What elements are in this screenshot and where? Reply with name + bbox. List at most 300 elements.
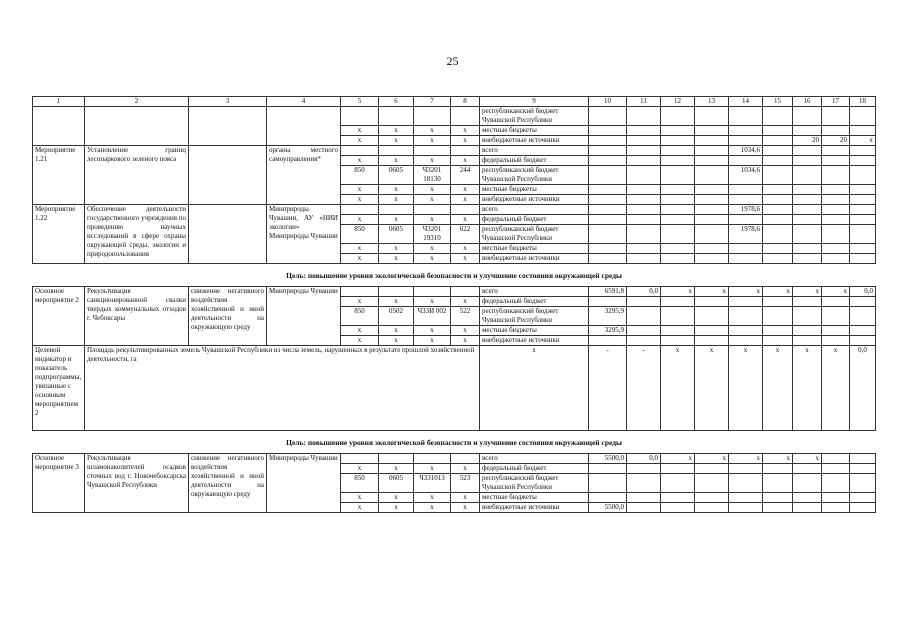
table-cell: [729, 503, 763, 513]
table-cell: [589, 474, 627, 493]
table-cell: [850, 126, 876, 136]
measure-goal: снижение негативного воздействия хозяйственной и иной деятельности на окружающую среду: [189, 454, 267, 513]
table-cell: [729, 307, 763, 326]
table-cell: х: [793, 346, 822, 431]
table-cell: [341, 205, 379, 215]
table-cell: [850, 454, 876, 464]
table-cell: [695, 493, 729, 503]
table-cell: [589, 185, 627, 195]
table-cell: [763, 185, 793, 195]
funding-source: внебюджетные источники: [480, 336, 589, 346]
table-cell: [822, 244, 850, 254]
table-cell: х: [695, 346, 729, 431]
table-cell: [627, 225, 661, 244]
table-cell: [729, 474, 763, 493]
table-cell: [763, 215, 793, 225]
funding-source: внебюджетные источники: [480, 254, 589, 264]
table-cell: х: [729, 287, 763, 297]
table-cell: [661, 464, 695, 474]
table-cell: [695, 503, 729, 513]
table-cell: 1978,6: [729, 205, 763, 215]
table-cell: [414, 454, 451, 464]
table-cell: х: [341, 244, 379, 254]
column-number: 3: [189, 97, 267, 107]
table-cell: х: [379, 185, 414, 195]
table-cell: [729, 215, 763, 225]
table-cell: [589, 254, 627, 264]
goal-row: [33, 431, 876, 454]
funding-source: местные бюджеты: [480, 493, 589, 503]
table-cell: [793, 503, 822, 513]
table-cell: [589, 244, 627, 254]
table-cell: [627, 185, 661, 195]
table-cell: х: [341, 126, 379, 136]
table-cell: [627, 326, 661, 336]
table-cell: [695, 146, 729, 156]
table-cell: [589, 205, 627, 215]
table-cell: [661, 336, 695, 346]
table-cell: 0,0: [850, 346, 876, 431]
table-cell: 0605: [379, 474, 414, 493]
table-cell: [379, 205, 414, 215]
table-cell: [729, 107, 763, 126]
table-cell: [793, 474, 822, 493]
table-row: [33, 107, 876, 126]
table-cell: [729, 297, 763, 307]
indicator-row: [33, 346, 876, 431]
table-cell: [763, 225, 793, 244]
table-cell: х: [414, 254, 451, 264]
table-cell: [822, 107, 850, 126]
table-cell: [589, 107, 627, 126]
funding-source: республиканский бюджет Чувашской Республики: [480, 107, 589, 126]
table-cell: [729, 254, 763, 264]
table-cell: х: [341, 254, 379, 264]
table-cell: х: [661, 346, 695, 431]
table-cell: [793, 126, 822, 136]
table-cell: х: [341, 195, 379, 205]
table-cell: 5500,0: [589, 454, 627, 464]
table-cell: [414, 146, 451, 156]
table-cell: [763, 156, 793, 166]
measure-description: Рекультивация санкционированной свалки твердых коммунальных отходов г. Чебоксары: [85, 287, 189, 346]
table-cell: 0605: [379, 166, 414, 185]
table-cell: [763, 146, 793, 156]
funding-source: всего: [480, 454, 589, 464]
table-cell: 244: [451, 166, 480, 185]
table-cell: [661, 195, 695, 205]
table-cell: [661, 166, 695, 185]
table-cell: [822, 215, 850, 225]
table-cell: [695, 185, 729, 195]
table-cell: [763, 136, 793, 146]
table-cell: [589, 464, 627, 474]
funding-source: внебюджетные источники: [480, 195, 589, 205]
goal-heading: Цель: повышение уровня экологической безопасности и улучшение состояния окружающей среды: [33, 431, 876, 454]
table-cell: [451, 454, 480, 464]
column-number: 12: [661, 97, 695, 107]
measure-name: [33, 107, 85, 146]
table-cell: Ч331013: [414, 474, 451, 493]
table-cell: [589, 195, 627, 205]
table-cell: х: [341, 493, 379, 503]
funding-source: республиканский бюджет Чувашской Республики: [480, 225, 589, 244]
table-cell: [695, 225, 729, 244]
table-cell: 6591,8: [589, 287, 627, 297]
table-cell: [850, 205, 876, 215]
table-cell: [822, 254, 850, 264]
table-cell: [763, 244, 793, 254]
table-cell: [763, 474, 793, 493]
table-cell: [850, 166, 876, 185]
table-cell: 523: [451, 474, 480, 493]
table-cell: [793, 185, 822, 195]
table-cell: [822, 454, 850, 464]
responsible-executor: Минприроды Чувашии: [267, 287, 341, 346]
table-cell: [850, 474, 876, 493]
table-cell: [793, 336, 822, 346]
table-cell: х: [341, 185, 379, 195]
table-cell: [341, 287, 379, 297]
funding-source: внебюджетные источники: [480, 503, 589, 513]
table-cell: [822, 297, 850, 307]
column-number: 15: [763, 97, 793, 107]
table-cell: [850, 146, 876, 156]
table-cell: [729, 464, 763, 474]
table-cell: х: [341, 326, 379, 336]
table-cell: х: [341, 156, 379, 166]
table-cell: х: [414, 297, 451, 307]
table-row: [33, 287, 876, 297]
table-cell: х: [379, 464, 414, 474]
table-cell: [589, 166, 627, 185]
table-cell: х: [414, 336, 451, 346]
table-cell: х: [414, 244, 451, 254]
funding-source: всего: [480, 205, 589, 215]
table-cell: [341, 454, 379, 464]
indicator-text: Площадь рекультивированных земель Чувашской Республики из числа земель, нарушенных в результате прошлой хозяйственной деятельности, га: [85, 346, 480, 431]
table-cell: х: [379, 195, 414, 205]
funding-source: местные бюджеты: [480, 244, 589, 254]
table-cell: 0605: [379, 225, 414, 244]
table-cell: [793, 215, 822, 225]
table-cell: [627, 195, 661, 205]
table-cell: [763, 126, 793, 136]
table-cell: х: [451, 297, 480, 307]
table-cell: х: [763, 346, 793, 431]
table-cell: х: [379, 336, 414, 346]
table-cell: [729, 156, 763, 166]
table-cell: [729, 326, 763, 336]
column-number: 7: [414, 97, 451, 107]
table-cell: [850, 156, 876, 166]
table-cell: [763, 254, 793, 264]
table-cell: х: [695, 454, 729, 464]
table-cell: х: [379, 503, 414, 513]
table-cell: [850, 107, 876, 126]
table-cell: х: [695, 287, 729, 297]
table-cell: [451, 107, 480, 126]
table-cell: х: [451, 126, 480, 136]
table-cell: 522: [451, 307, 480, 326]
indicator-name: Целевой индикатор и показатель подпрограммы, увязанные с основным мероприятием 2: [33, 346, 85, 431]
table-cell: х: [451, 493, 480, 503]
table-cell: х: [341, 297, 379, 307]
funding-source: внебюджетные источники: [480, 136, 589, 146]
table-cell: [793, 195, 822, 205]
table-cell: [661, 244, 695, 254]
table-cell: [763, 107, 793, 126]
column-number: 9: [480, 97, 589, 107]
table-cell: -: [627, 346, 661, 431]
table-cell: [589, 126, 627, 136]
table-cell: 850: [341, 474, 379, 493]
table-cell: х: [414, 185, 451, 195]
table-cell: [627, 166, 661, 185]
responsible-executor: органы местного самоуправления*: [267, 146, 341, 205]
table-cell: [850, 493, 876, 503]
table-cell: [661, 503, 695, 513]
table-cell: х: [763, 287, 793, 297]
table-cell: [451, 205, 480, 215]
table-cell: [729, 336, 763, 346]
table-cell: [589, 297, 627, 307]
table-cell: [793, 205, 822, 215]
program-table: [32, 96, 876, 513]
table-cell: 20: [822, 136, 850, 146]
table-cell: [341, 146, 379, 156]
measure-description: Установление границ лесопаркового зеленого пояса: [85, 146, 189, 205]
funding-source: федеральный бюджет: [480, 464, 589, 474]
table-cell: х: [763, 454, 793, 464]
table-cell: [379, 287, 414, 297]
funding-source: местные бюджеты: [480, 185, 589, 195]
table-cell: [661, 205, 695, 215]
table-cell: [627, 474, 661, 493]
funding-source: всего: [480, 146, 589, 156]
table-cell: [822, 185, 850, 195]
table-cell: [695, 107, 729, 126]
table-cell: х: [379, 244, 414, 254]
table-cell: х: [379, 215, 414, 225]
table-cell: [793, 166, 822, 185]
table-cell: [850, 225, 876, 244]
table-cell: х: [414, 493, 451, 503]
table-cell: [661, 254, 695, 264]
table-cell: [822, 195, 850, 205]
table-cell: 850: [341, 307, 379, 326]
table-cell: [695, 215, 729, 225]
table-cell: 850: [341, 166, 379, 185]
table-cell: [379, 107, 414, 126]
table-cell: х: [341, 136, 379, 146]
goal-row: [33, 264, 876, 287]
table-cell: х: [414, 136, 451, 146]
table-cell: [822, 464, 850, 474]
table-cell: [661, 107, 695, 126]
measure-name: Основное мероприятие 3: [33, 454, 85, 513]
table-cell: х: [451, 244, 480, 254]
column-number: 4: [267, 97, 341, 107]
table-cell: [627, 126, 661, 136]
table-cell: [627, 254, 661, 264]
responsible-executor: [267, 107, 341, 146]
table-cell: [822, 503, 850, 513]
table-cell: [729, 493, 763, 503]
column-number: 11: [627, 97, 661, 107]
table-cell: [627, 136, 661, 146]
table-cell: х: [379, 136, 414, 146]
table-cell: [695, 464, 729, 474]
table-cell: [695, 166, 729, 185]
table-cell: [627, 107, 661, 126]
table-cell: [627, 493, 661, 503]
funding-source: федеральный бюджет: [480, 215, 589, 225]
table-cell: [661, 474, 695, 493]
table-cell: [763, 326, 793, 336]
measure-description: [85, 107, 189, 146]
table-cell: [850, 185, 876, 195]
table-cell: [661, 297, 695, 307]
page-number: 25: [446, 54, 459, 68]
table-cell: Ч33И 002: [414, 307, 451, 326]
table-row: [33, 205, 876, 215]
column-number: 13: [695, 97, 729, 107]
measure-goal: [189, 107, 267, 146]
table-cell: х: [379, 126, 414, 136]
table-cell: [793, 146, 822, 156]
table-cell: [589, 493, 627, 503]
table-cell: [850, 336, 876, 346]
table-cell: х: [341, 215, 379, 225]
table-cell: [822, 166, 850, 185]
table-cell: [695, 474, 729, 493]
table-cell: х: [661, 287, 695, 297]
table-cell: х: [729, 346, 763, 431]
table-cell: [589, 215, 627, 225]
table-cell: [850, 215, 876, 225]
table-cell: х: [379, 326, 414, 336]
table-row: [33, 146, 876, 156]
funding-source: республиканский бюджет Чувашской Республики: [480, 166, 589, 185]
table-cell: 0502: [379, 307, 414, 326]
table-cell: [627, 205, 661, 215]
table-cell: [414, 287, 451, 297]
column-number: 17: [822, 97, 850, 107]
column-number: 1: [33, 97, 85, 107]
table-cell: [763, 493, 793, 503]
table-cell: [850, 326, 876, 336]
measure-name: Основное мероприятие 2: [33, 287, 85, 346]
table-cell: [763, 205, 793, 215]
column-number: 8: [451, 97, 480, 107]
table-cell: х: [414, 126, 451, 136]
column-number: 5: [341, 97, 379, 107]
table-cell: [729, 244, 763, 254]
table-cell: [627, 336, 661, 346]
table-cell: [661, 225, 695, 244]
column-number: 14: [729, 97, 763, 107]
table-cell: х: [379, 156, 414, 166]
table-cell: [793, 244, 822, 254]
table-cell: х: [379, 493, 414, 503]
table-cell: [793, 326, 822, 336]
table-cell: [822, 493, 850, 503]
table-cell: [793, 156, 822, 166]
table-cell: [695, 244, 729, 254]
table-cell: [729, 136, 763, 146]
table-cell: [414, 205, 451, 215]
table-cell: Ч3201 18130: [414, 166, 451, 185]
table-cell: [695, 126, 729, 136]
measure-description: Рекультивация шламонакопителей осадков сточных вод г. Новочебоксарска Чувашской Республики: [85, 454, 189, 513]
table-cell: [695, 307, 729, 326]
table-cell: [627, 503, 661, 513]
goal-heading: Цель: повышение уровня экологической безопасности и улучшение состояния окружающей среды: [33, 264, 876, 287]
table-cell: х: [793, 454, 822, 464]
measure-description: Обеспечение деятельности государственного учреждения по проведению научных исследований в сфере охраны окружающей среды, экологии и природопользования: [85, 205, 189, 264]
table-cell: [793, 225, 822, 244]
table-cell: [822, 307, 850, 326]
measure-goal: снижение негативного воздействия хозяйственной и иной деятельности на окружающую среду: [189, 287, 267, 346]
funding-source: местные бюджеты: [480, 326, 589, 336]
table-cell: [695, 326, 729, 336]
column-number: 16: [793, 97, 822, 107]
table-cell: х: [451, 254, 480, 264]
table-cell: 5500,0: [589, 503, 627, 513]
table-cell: х: [451, 156, 480, 166]
table-cell: х: [729, 454, 763, 464]
table-cell: [793, 307, 822, 326]
column-number: 10: [589, 97, 627, 107]
table-cell: [729, 126, 763, 136]
table-cell: [793, 464, 822, 474]
table-cell: [661, 136, 695, 146]
column-number: 18: [850, 97, 876, 107]
table-cell: [589, 136, 627, 146]
table-cell: х: [451, 215, 480, 225]
funding-source: федеральный бюджет: [480, 156, 589, 166]
table-cell: 3295,9: [589, 307, 627, 326]
table-cell: [627, 464, 661, 474]
responsible-executor: Минприроды Чувашии, АУ «НИИ экологии» Минприроды Чувашии: [267, 205, 341, 264]
table-cell: х: [451, 336, 480, 346]
table-cell: [451, 287, 480, 297]
table-cell: 850: [341, 225, 379, 244]
table-cell: 1034,6: [729, 166, 763, 185]
table-cell: [341, 107, 379, 126]
responsible-executor: Минприроды Чувашии: [267, 454, 341, 513]
table-cell: [763, 195, 793, 205]
table-cell: 0,0: [627, 287, 661, 297]
table-cell: х: [451, 185, 480, 195]
table-cell: [695, 205, 729, 215]
funding-source: всего: [480, 287, 589, 297]
table-cell: [661, 126, 695, 136]
table-cell: х: [480, 346, 589, 431]
table-cell: [822, 156, 850, 166]
measure-name: Мероприятие 1.21: [33, 146, 85, 205]
table-cell: [661, 307, 695, 326]
table-cell: [695, 195, 729, 205]
table-cell: [379, 146, 414, 156]
table-cell: 3295,9: [589, 326, 627, 336]
table-cell: [793, 493, 822, 503]
table-cell: х: [822, 346, 850, 431]
table-cell: х: [451, 195, 480, 205]
table-cell: [695, 297, 729, 307]
table-cell: х: [341, 336, 379, 346]
